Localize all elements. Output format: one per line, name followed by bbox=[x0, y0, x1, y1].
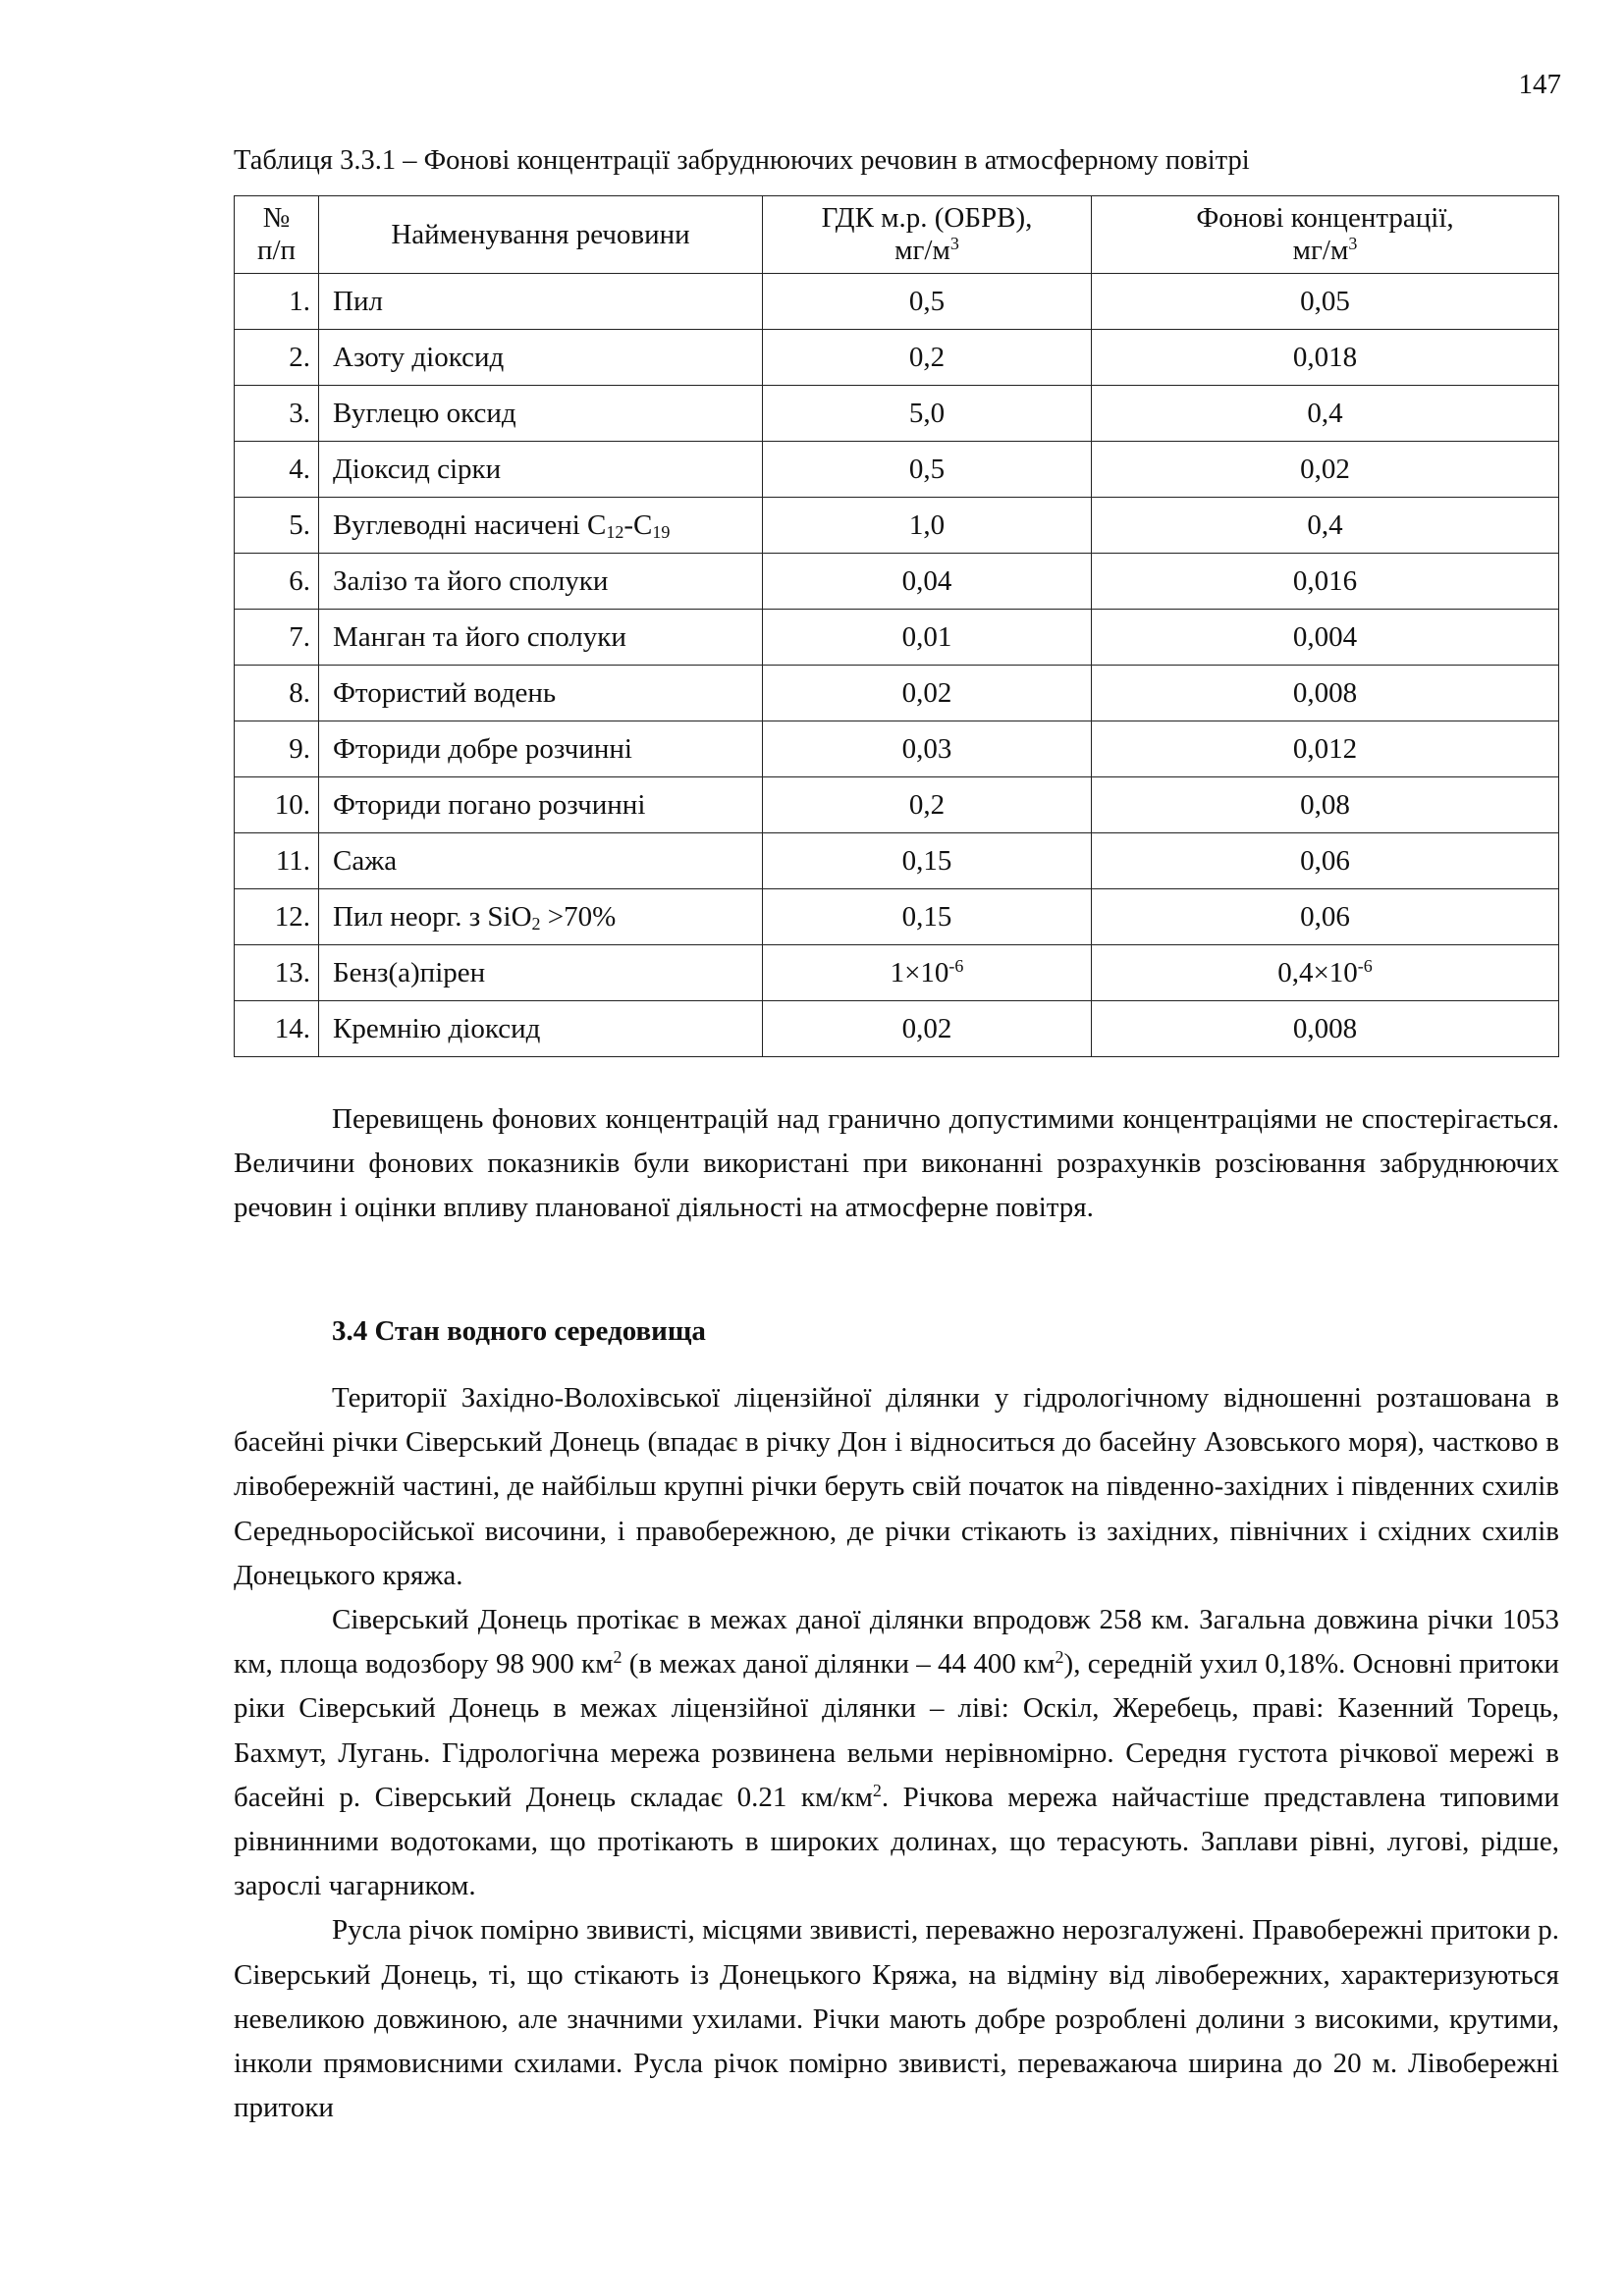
row-background: 0,05 bbox=[1092, 274, 1559, 330]
row-number: 8. bbox=[235, 666, 319, 721]
substance-text: Вуглеводні насичені С bbox=[333, 509, 607, 541]
table-row bbox=[235, 330, 1559, 386]
page-number: 147 bbox=[1518, 69, 1561, 100]
substance-text: Пил неорг. з SiO bbox=[333, 901, 532, 933]
row-substance: Фториди добре розчинні bbox=[319, 721, 763, 777]
row-number: 3. bbox=[235, 386, 319, 442]
row-background: 0,016 bbox=[1092, 554, 1559, 610]
row-substance: Вуглецю оксид bbox=[319, 386, 763, 442]
paragraph-river-channels: Русла річок помірно звивисті, місцями звивисті, переважно нерозгалужені. Правобережні притоки р. Сіверський Донець, ті, що стікають із Донецького Кряжа, на відміну від лівобережних, характеризуються невеликою довжиною, але значними ухилами. Річки мають добре розроблені долини з високими, крутими, інколи прямовисними схилами. Русла річок помірно звивисті, переважаюча ширина до 20 м. Лівобережні притоки bbox=[234, 1914, 1559, 2124]
row-substance: Пил bbox=[319, 274, 763, 330]
table-row bbox=[235, 442, 1559, 498]
paragraph-block-2 bbox=[234, 1376, 1559, 2130]
row-gdk: 0,04 bbox=[763, 554, 1092, 610]
substance-subscript: 12 bbox=[606, 522, 624, 542]
row-number: 11. bbox=[235, 833, 319, 889]
row-substance bbox=[319, 498, 763, 554]
gdk-exponent: -6 bbox=[948, 956, 964, 976]
row-background: 0,4 bbox=[1092, 386, 1559, 442]
row-number: 10. bbox=[235, 777, 319, 833]
substance-subscript: 2 bbox=[531, 914, 541, 934]
row-gdk: 0,5 bbox=[763, 442, 1092, 498]
row-background: 0,4 bbox=[1092, 498, 1559, 554]
gdk-base: 1×10 bbox=[890, 957, 949, 988]
row-gdk: 0,2 bbox=[763, 330, 1092, 386]
paragraph-text: ), середній ухил 0,18%. Основні притоки ріки Сіверський Донець в межах ліцензійної ділянки – ліві: Оскіл, Жеребець, праві: Казенний Торець, Бахмут, Лугань. Гідрологічна мережа розвинена вельми нерівномірно. Середня густота річкової мережі в басейні р. Сіверський Донець складає 0.21 км/км bbox=[234, 1648, 1559, 1813]
row-gdk: 0,15 bbox=[763, 889, 1092, 945]
row-gdk: 1,0 bbox=[763, 498, 1092, 554]
row-number: 6. bbox=[235, 554, 319, 610]
table-row bbox=[235, 833, 1559, 889]
row-number: 1. bbox=[235, 274, 319, 330]
row-substance bbox=[319, 889, 763, 945]
row-substance: Фториди погано розчинні bbox=[319, 777, 763, 833]
table-row bbox=[235, 610, 1559, 666]
header-number-line2: п/п bbox=[256, 235, 297, 266]
header-background bbox=[1092, 196, 1559, 274]
row-gdk: 0,15 bbox=[763, 833, 1092, 889]
table-row bbox=[235, 721, 1559, 777]
row-background: 0,02 bbox=[1092, 442, 1559, 498]
paragraph-text: . Річкова мережа найчастіше представлена типовими рівнинними водотоками, що протікають в широких долинах, що терасують. Заплави рівні, лугові, рідше, зарослі чагарником. bbox=[234, 1781, 1559, 1902]
background-base: 0,4×10 bbox=[1277, 957, 1358, 988]
table-row bbox=[235, 777, 1559, 833]
header-substance-name: Найменування речовини bbox=[319, 196, 763, 274]
table-caption: Таблиця 3.3.1 – Фонові концентрації забруднюючих речовин в атмосферному повітрі bbox=[234, 145, 1250, 176]
table-row bbox=[235, 386, 1559, 442]
superscript: 2 bbox=[613, 1647, 623, 1668]
substance-subscript: 19 bbox=[652, 522, 671, 542]
table-row bbox=[235, 498, 1559, 554]
row-background: 0,06 bbox=[1092, 833, 1559, 889]
header-background-unit-sup: 3 bbox=[1348, 234, 1358, 253]
background-concentrations-table bbox=[234, 195, 1559, 1057]
row-gdk: 0,03 bbox=[763, 721, 1092, 777]
row-substance: Манган та його сполуки bbox=[319, 610, 763, 666]
header-background-unit: мг/м bbox=[1292, 235, 1349, 266]
row-background: 0,06 bbox=[1092, 889, 1559, 945]
row-gdk: 0,01 bbox=[763, 610, 1092, 666]
row-number: 13. bbox=[235, 945, 319, 1001]
row-number: 2. bbox=[235, 330, 319, 386]
superscript: 2 bbox=[872, 1780, 882, 1800]
table-row bbox=[235, 945, 1559, 1001]
paragraph-text: Сіверський Донець протікає в межах даної ділянки впродовж 258 км. Загальна довжина річки 1053 км, площа водозбору 98 900 км bbox=[234, 1604, 1559, 1681]
paragraph-siversky-donets bbox=[234, 1598, 1559, 1908]
row-number: 14. bbox=[235, 1001, 319, 1057]
header-background-line1: Фонові концентрації, bbox=[1196, 202, 1454, 234]
header-gdk-line1: ГДК м.р. (ОБРВ), bbox=[821, 202, 1033, 234]
table-row bbox=[235, 889, 1559, 945]
table-row bbox=[235, 1001, 1559, 1057]
row-substance: Азоту діоксид bbox=[319, 330, 763, 386]
row-number: 9. bbox=[235, 721, 319, 777]
row-number: 12. bbox=[235, 889, 319, 945]
table-row bbox=[235, 666, 1559, 721]
row-number: 5. bbox=[235, 498, 319, 554]
row-substance: Бенз(а)пірен bbox=[319, 945, 763, 1001]
row-gdk: 5,0 bbox=[763, 386, 1092, 442]
row-number: 4. bbox=[235, 442, 319, 498]
paragraph-background-exceedance: Перевищень фонових концентрацій над гранично допустимими концентраціями не спостерігається. Величини фонових показників були використані при виконанні розрахунків розсіювання забруднюючих речовин і оцінки впливу планованої діяльності на атмосферне повітря. bbox=[234, 1103, 1559, 1224]
superscript: 2 bbox=[1055, 1647, 1064, 1668]
row-substance: Кремнію діоксид bbox=[319, 1001, 763, 1057]
row-background: 0,004 bbox=[1092, 610, 1559, 666]
section-heading: 3.4 Стан водного середовища bbox=[332, 1315, 706, 1347]
header-number-line1: № bbox=[262, 202, 291, 234]
table-header-row bbox=[235, 196, 1559, 274]
table-row bbox=[235, 274, 1559, 330]
paragraph-hydrology-location: Території Західно-Волохівської ліцензійної ділянки у гідрологічному відношенні розташована в басейні річки Сіверський Донець (впадає в річку Дон і відноситься до басейну Азовського моря), частково в лівобережній частині, де найбільш крупні річки беруть свій початок на південно-західних і південних схилів Середньоросійської височини, і правобережною, де річки стікають із західних, північних і східних схилів Донецького кряжа. bbox=[234, 1382, 1559, 1591]
row-gdk: 0,02 bbox=[763, 1001, 1092, 1057]
header-number bbox=[235, 196, 319, 274]
row-substance: Діоксид сірки bbox=[319, 442, 763, 498]
row-number: 7. bbox=[235, 610, 319, 666]
background-exponent: -6 bbox=[1357, 956, 1373, 976]
substance-text: -С bbox=[623, 509, 653, 541]
row-gdk: 0,2 bbox=[763, 777, 1092, 833]
row-background: 0,008 bbox=[1092, 666, 1559, 721]
row-substance: Сажа bbox=[319, 833, 763, 889]
row-background: 0,008 bbox=[1092, 1001, 1559, 1057]
header-gdk-unit: мг/м bbox=[894, 235, 950, 266]
row-background: 0,012 bbox=[1092, 721, 1559, 777]
paragraph-text: (в межах даної ділянки – 44 400 км bbox=[622, 1648, 1056, 1681]
row-background: 0,08 bbox=[1092, 777, 1559, 833]
row-gdk: 0,5 bbox=[763, 274, 1092, 330]
row-background bbox=[1092, 945, 1559, 1001]
row-substance: Фтористий водень bbox=[319, 666, 763, 721]
row-gdk: 0,02 bbox=[763, 666, 1092, 721]
table-row bbox=[235, 554, 1559, 610]
header-gdk bbox=[763, 196, 1092, 274]
row-gdk bbox=[763, 945, 1092, 1001]
row-substance: Залізо та його сполуки bbox=[319, 554, 763, 610]
substance-text: >70% bbox=[540, 901, 617, 933]
paragraph-block-1 bbox=[234, 1097, 1559, 1231]
row-background: 0,018 bbox=[1092, 330, 1559, 386]
header-gdk-unit-sup: 3 bbox=[949, 234, 959, 253]
